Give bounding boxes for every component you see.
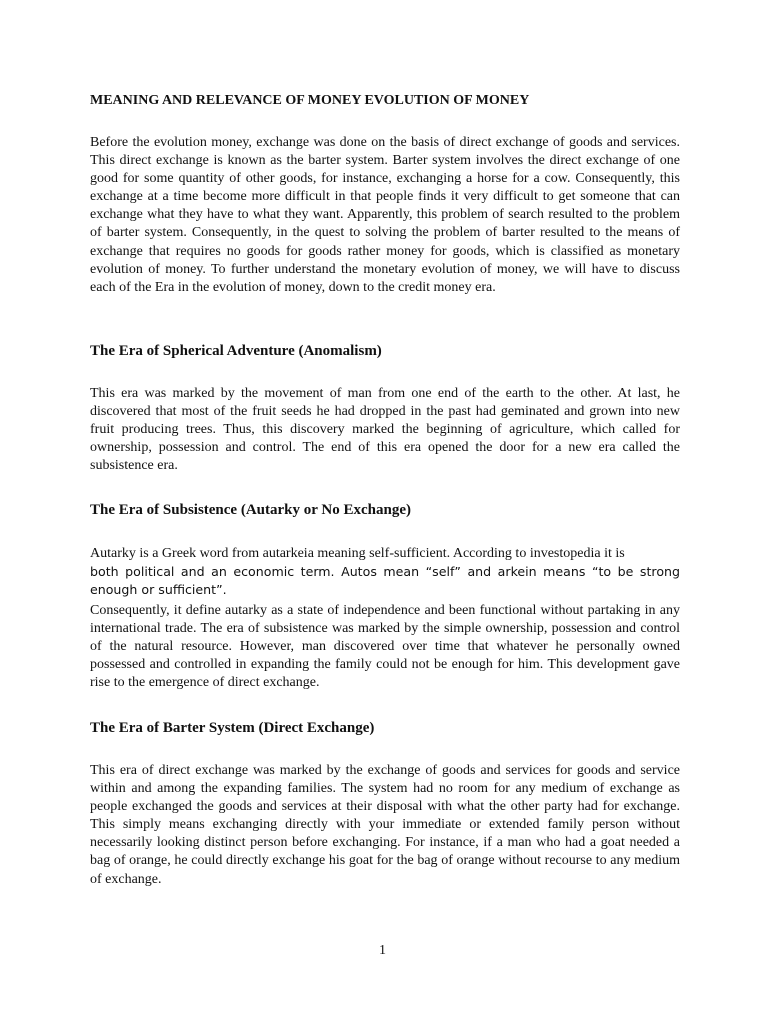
subsistence-quote-paragraph: both political and an economic term. Autos mean “self” and arkein means “to be strong enough or sufficient”.: [90, 564, 680, 598]
intro-paragraph: Before the evolution money, exchange was done on the basis of direct exchange of goods and services. This direct exchange is known as the barter system. Barter system involves the direct exchange of one good for some quantity of other goods, for instance, exchanging a horse for a cow. Consequently, this exchange at a time become more difficult in that people finds it very difficult to get someone that can exchange what they have to what they want. Apparently, this problem of search resulted to the problem of barter system. Consequently, in the quest to solving the problem of barter resulted to the means of exchange that requires no goods for goods rather money for goods, which is classified as monetary evolution of money. To further understand the monetary evolution of money, we will have to discuss each of the Era in the evolution of money, down to the credit money era.: [90, 135, 680, 295]
section-heading-barter-system: The Era of Barter System (Direct Exchange): [90, 720, 375, 736]
subsistence-paragraph-2: Consequently, it define autarky as a state of independence and been functional without partaking in any international trade. The era of subsistence was marked by the simple ownership, possession and control of the natural resource. However, man discovered over time that whatever he personally owned possessed and controlled in expanding the family could not be enough for him. This development gave rise to the emergence of direct exchange.: [90, 603, 680, 691]
document-title: MEANING AND RELEVANCE OF MONEY EVOLUTION OF MONEY: [90, 93, 530, 108]
page-number: 1: [379, 943, 386, 958]
section-heading-spherical-adventure: The Era of Spherical Adventure (Anomalism): [90, 343, 382, 359]
spherical-adventure-paragraph: This era was marked by the movement of man from one end of the earth to the other. At last, he discovered that most of the fruit seeds he had dropped in the past had geminated and grown into new fruit producing trees. Thus, this discovery marked the beginning of agriculture, which called for ownership, possession and control. The end of this era opened the door for a new era called the subsistence era.: [90, 386, 680, 474]
section-heading-subsistence: The Era of Subsistence (Autarky or No Exchange): [90, 502, 411, 518]
subsistence-paragraph-1: Autarky is a Greek word from autarkeia meaning self-sufficient. According to investopedia it is: [90, 546, 625, 561]
barter-system-paragraph: This era of direct exchange was marked by the exchange of goods and services for goods and service within and among the expanding families. The system had no room for any medium of exchange as people exchanged the goods and services at their disposal with what the other party had for exchange. This simply means exchanging directly with your immediate or extended family person without necessarily looking distinct person before exchanging. For instance, if a man who had a goat needed a bag of orange, he could directly exchange his goat for the bag of orange without recourse to any medium of exchange.: [90, 763, 680, 887]
